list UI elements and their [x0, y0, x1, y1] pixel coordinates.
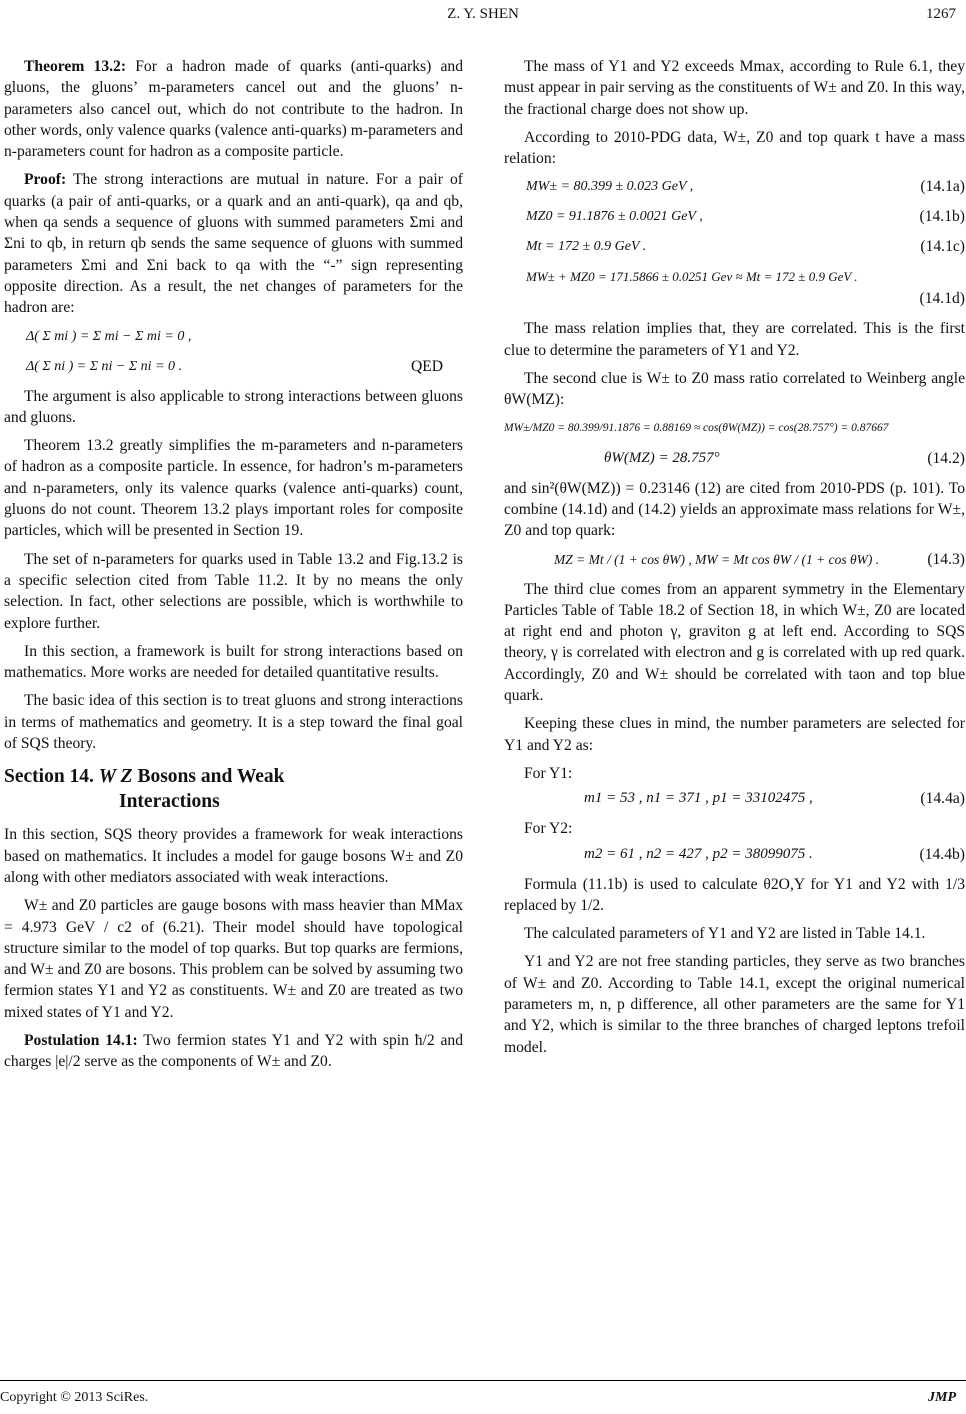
theorem-label: Theorem 13.2:: [24, 58, 127, 75]
copyright: Copyright © 2013 SciRes.: [0, 1390, 149, 1405]
label-for-y2: For Y2:: [524, 820, 573, 838]
paragraph-third-clue: The third clue comes from an apparent symmetry in the Elementary Particles Table of Table 18.2 of Section 18, in which W±, Z0 are located at right end and photon γ, graviton g at left end. According to SQS theory, γ is correlated with electron and g is correlated with up red quark. Accordingly, Z0 and W± should be correlated with taon and top blue quark.: [504, 580, 965, 705]
page-number: 1267: [926, 6, 956, 22]
theorem-text: For a hadron made of quarks (anti-quarks) and gluons, the gluons’ m-parameters cancel out and the gluons’ n-parameters also cancel out, which do not contribute to the hadron. In other words, only valence quarks (valence anti-quarks) m-parameters and n-parameters count for hadron as a composite particle.: [4, 58, 463, 161]
equation-delta-m: Δ( Σ mi ) = Σ mi − Σ mi = 0 ,: [26, 328, 192, 344]
footer-rule: [0, 1380, 966, 1381]
paragraph-sin2: and sin²(θW(MZ)) = 0.23146 (12) are cited from 2010-PDS (p. 101). To combine (14.1d) and (14.2) yields an approximate mass relations for W±, Z0 and top quark:: [504, 479, 965, 540]
paragraph-keeping-clues: Keeping these clues in mind, the number parameters are selected for Y1 and Y2 as:: [504, 715, 965, 754]
proof-text: The strong interactions are mutual in nature. For a pair of quarks (a pair of anti-quarks, or a quark and an anti-quark), qa and qb, when qa sends a sequence of gluons with summed parameters Σmi and Σni to qb, in return qb sends the same sequence of gluons with summed parameters Σmi and Σni back to qa with the “-” sign representing opposite direction. As a result, the net changes of parameters for the hadron are:: [4, 171, 463, 317]
equation-mass-ratio: MW±/MZ0 = 80.399/91.1876 = 0.88169 ≈ cos(θW(MZ)) = cos(28.757°) = 0.87667: [504, 421, 889, 434]
running-title: Z. Y. SHEN: [447, 6, 519, 22]
right-column: [504, 56, 965, 1065]
paragraph-selection: The set of n-parameters for quarks used in Table 13.2 and Fig.13.2 is a specific selection cited from Table 11.2. It by no means the only selection. In fact, other selections are possible, which is worthwhile to explore further.: [4, 550, 463, 632]
page-header: [0, 6, 966, 30]
paragraph-section-intro: In this section, SQS theory provides a framework for weak interactions based on mathematics. It includes a model for gauge bosons W± and Z0 along with other mediators associated with weak interactions.: [4, 826, 463, 886]
equation-14-2: θW(MZ) = 28.757° (14.2): [604, 449, 965, 467]
section-14-heading: Section 14. W Z Bosons and Weak Interactions: [4, 766, 285, 813]
equation-14-1d: MW± + MZ0 = 171.5866 ± 0.0251 Gev ≈ Mt = 172 ± 0.9 GeV . (14.1d): [526, 269, 965, 308]
paragraph-first-clue: The mass relation implies that, they are correlated. This is the first clue to determine the parameters of Y1 and Y2.: [504, 320, 965, 359]
paragraph-pdg: According to 2010-PDG data, W±, Z0 and top quark t have a mass relation:: [504, 128, 965, 168]
paragraph-table-14-1: The calculated parameters of Y1 and Y2 are listed in Table 14.1.: [524, 925, 926, 943]
label-for-y1: For Y1:: [524, 764, 573, 782]
paragraph-gauge-bosons: W± and Z0 particles are gauge bosons with mass heavier than MMax = 4.973 GeV / c2 of (6.21). Their model should have topological structure similar to the model of top quarks. But top quarks are fermions, and W± and Z0 are bosons. This problem can be solved by assuming two fermion states Y1 and Y2 as constituents. W± and Z0 are treated as two mixed states of Y1 and Y2.: [4, 897, 463, 1021]
theorem-13-2: [4, 56, 463, 162]
equation-delta-n: Δ( Σ ni ) = Σ ni − Σ ni = 0 . QED: [26, 357, 443, 375]
paragraph-gluons: The argument is also applicable to strong interactions between gluons and gluons.: [4, 387, 463, 426]
equation-14-1c: Mt = 172 ± 0.9 GeV . (14.1c): [526, 238, 965, 256]
equation-14-4b: m2 = 61 , n2 = 427 , p2 = 38099075 . (14.4b): [584, 845, 965, 863]
postulation-label: Postulation 14.1:: [24, 1031, 138, 1049]
equation-14-1b: MZ0 = 91.1876 ± 0.0021 GeV , (14.1b): [526, 208, 965, 226]
qed-mark: QED: [410, 357, 443, 375]
paragraph-basic-idea: The basic idea of this section is to treat gluons and strong interactions in terms of mathematics and geometry. It is a step toward the final goal of SQS theory.: [4, 692, 463, 753]
postulation-14-1: Postulation 14.1: Two fermion states Y1 and Y2 with spin ħ/2 and charges |e|/2 serve as the components of W± and Z0.: [4, 1031, 464, 1071]
paragraph-second-clue: The second clue is W± to Z0 mass ratio correlated to Weinberg angle θW(MZ):: [504, 370, 965, 409]
equation-14-1a: MW± = 80.399 ± 0.023 GeV , (14.1a): [526, 178, 965, 196]
proof-label: Proof:: [24, 171, 67, 189]
equation-14-4a: m1 = 53 , n1 = 371 , p1 = 33102475 , (14.4a): [584, 790, 965, 808]
paragraph-branches: Y1 and Y2 are not free standing particles, they serve as two branches of W± and Z0. According to Table 14.1, except the original numerical parameters m, n, p difference, all other parameters are the same for Y1 and Y2, which is similar to the three branches of charged leptons trefoil model.: [504, 953, 965, 1056]
paragraph-mass-exceeds: The mass of Y1 and Y2 exceeds Mmax, according to Rule 6.1, they must appear in pair serving as the constituents of W± and Z0. In this way, the fractional charge does not show up.: [504, 58, 965, 118]
paragraph-framework: In this section, a framework is built for strong interactions based on mathematics. More works are needed for detailed quantitative results.: [4, 642, 463, 682]
journal-abbrev: JMP: [928, 1390, 956, 1405]
equation-14-3: MZ = Mt / (1 + cos θW) , MW = Mt cos θW / (1 + cos θW) . (14.3): [554, 550, 965, 568]
paragraph-formula: Formula (11.1b) is used to calculate θ2O,Y for Y1 and Y2 with 1/3 replaced by 1/2.: [504, 875, 965, 914]
left-column: [4, 56, 463, 1080]
paragraph-simplifies: Theorem 13.2 greatly simplifies the m-parameters and n-parameters of hadron as a composite particle. In essence, for hadron’s m-parameters and n-parameters, only its valence quarks (valence anti-quarks) count, gluons do not count. Theorem 13.2 plays important roles for composite particles, which will be presented in Section 19.: [4, 437, 463, 540]
proof-paragraph: [4, 169, 463, 318]
